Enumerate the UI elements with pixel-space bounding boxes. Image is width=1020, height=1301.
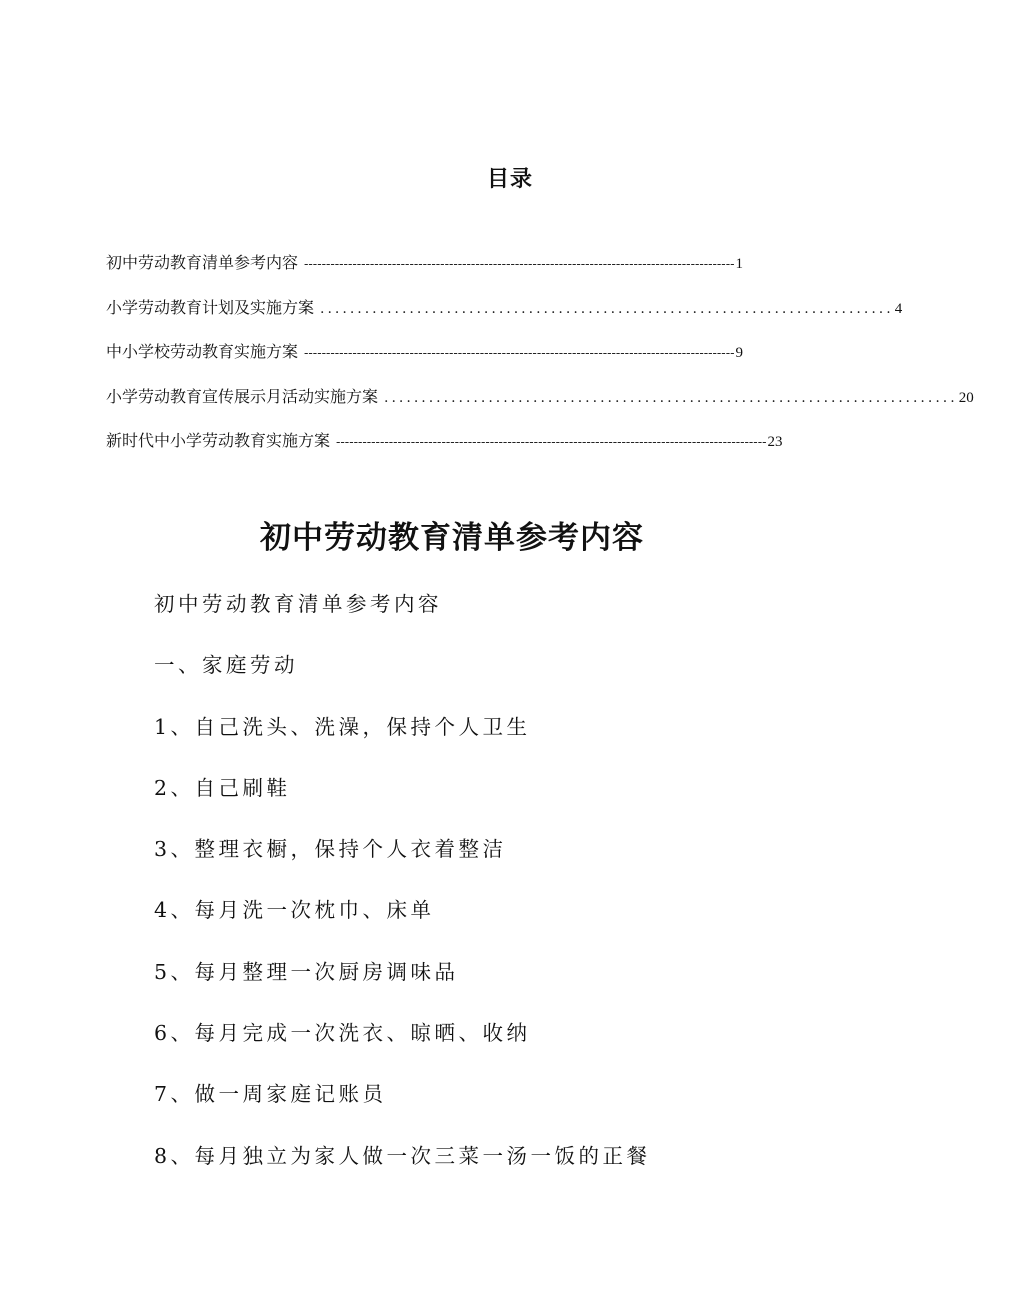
toc-page-number: 23 <box>767 434 783 450</box>
toc-entry[interactable] <box>106 295 903 340</box>
toc-leader: ............................................................................. <box>384 389 958 406</box>
section-heading: 一、家庭劳动 <box>154 653 298 678</box>
toc-page-number: 20 <box>958 389 974 406</box>
toc-entry[interactable] <box>106 384 974 429</box>
toc-leader: -------------------------------------------------------------------------------------------------- <box>336 435 767 450</box>
body-subtitle: 初中劳动教育清单参考内容 <box>154 592 442 616</box>
list-item: 1、自己洗头、洗澡，保持个人卫生 <box>154 714 531 739</box>
toc-leader: -------------------------------------------------------------------------------------------------- <box>304 346 735 361</box>
toc-entry[interactable] <box>106 339 743 384</box>
toc-entry[interactable] <box>106 428 783 473</box>
toc-entry[interactable] <box>106 250 743 295</box>
toc-entry-label: 中小学校劳动教育实施方案 <box>106 342 299 361</box>
toc-entry-label: 初中劳动教育清单参考内容 <box>106 253 299 272</box>
toc-page-number: 4 <box>894 300 903 317</box>
table-of-contents <box>106 250 974 473</box>
toc-leader: -------------------------------------------------------------------------------------------------- <box>304 257 735 272</box>
document-body <box>154 584 854 1197</box>
list-item: 6、每月完成一次洗衣、晾晒、收纳 <box>154 1021 531 1046</box>
toc-entry-label: 小学劳动教育宣传展示月活动实施方案 <box>106 386 379 406</box>
document-title: 初中劳动教育清单参考内容 <box>260 520 644 556</box>
list-item: 3、整理衣橱，保持个人衣着整洁 <box>154 837 507 862</box>
list-item: 8、每月独立为家人做一次三菜一汤一饭的正餐 <box>154 1143 651 1168</box>
list-item: 7、做一周家庭记账员 <box>154 1082 387 1107</box>
list-item: 4、每月洗一次枕巾、床单 <box>154 898 435 923</box>
toc-page-number: 9 <box>735 345 743 361</box>
toc-entry-label: 小学劳动教育计划及实施方案 <box>106 297 315 317</box>
toc-title: 目录 <box>486 167 533 192</box>
list-item: 2、自己刷鞋 <box>154 775 291 800</box>
toc-page-number: 1 <box>735 256 743 272</box>
toc-entry-label: 新时代中小学劳动教育实施方案 <box>106 431 331 450</box>
list-item: 5、每月整理一次厨房调味品 <box>154 959 459 984</box>
toc-leader: ............................................................................. <box>320 300 894 317</box>
